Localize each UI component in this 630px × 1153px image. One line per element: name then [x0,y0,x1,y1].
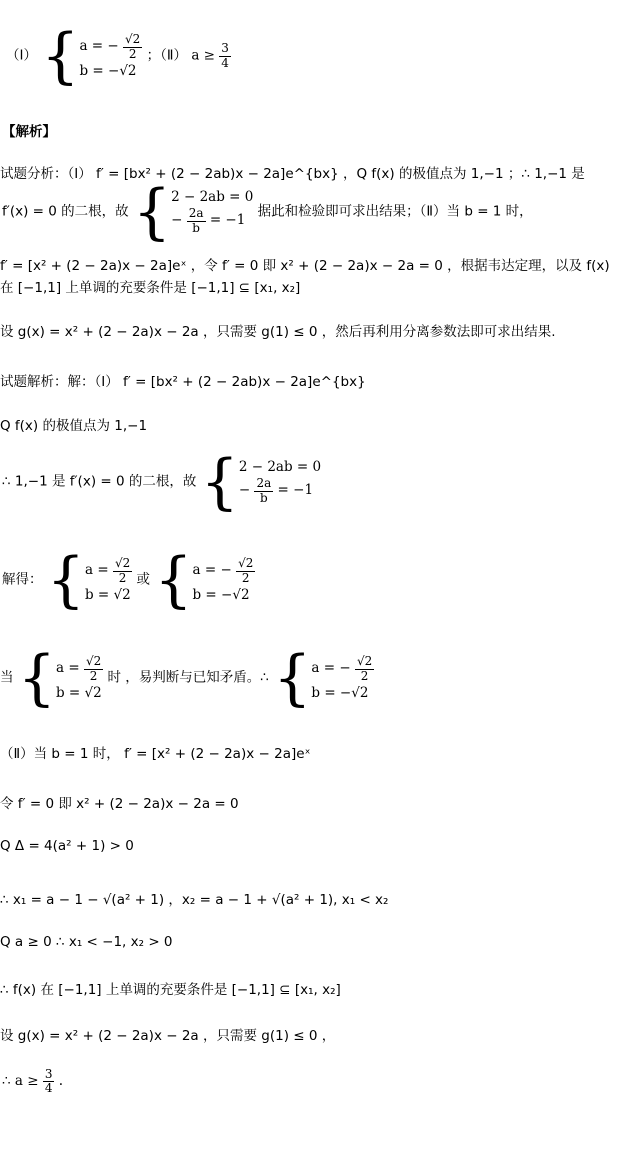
left-brace-icon: { [200,447,239,517]
solution-line-5 [0,643,374,713]
analysis-line-4: 在 [−1,1] 上单调的充要条件是 [−1,1] ⊆ [x₁, x₂] [0,280,301,296]
final-case: { a = − $\frac{√2}{2}$ b = −√2 [273,643,373,713]
fraction-3-4: $\frac{3}{4}$ [44,1067,53,1096]
fraction-3-4: $\frac{3}{4}$ [221,41,229,70]
sys-eq-1: 2 − 2ab = 0 [171,189,254,206]
analysis-heading: 【解析】 [2,124,56,140]
solution-line-7: 令 f′ = 0 即 x² + (2 − 2a)x − 2a = 0 [0,796,239,812]
contradiction-text: 时 ，易判断与已知矛盾。∴ [107,669,269,686]
analysis-line-2 [2,177,533,247]
solution-line-2: Q f(x) 的极值点为 1,−1 [0,418,148,434]
left-brace-icon: { [154,545,193,615]
period: . [58,1073,64,1090]
contradict-case: { a = $\frac{√2}{2}$ b = √2 [17,643,102,713]
sys-eq-1: 2 − 2ab = 0 [238,459,322,476]
or-label: 或 [136,571,151,588]
solution-line-4 [2,545,255,615]
left-brace-icon: { [132,177,172,247]
analysis-line-2-post: 据此和检验即可求出结果；（Ⅱ）当 b = 1 时， [257,203,533,220]
analysis-line-1: 试题分析：（Ⅰ） f′ = [bx² + (2 − 2ab)x − 2a]e^{bx} ，Q f(x) 的极值点为 1,−1 ；∴ 1,−1 是 [0,166,585,182]
solution-line-1: 试题解析：解：（Ⅰ） f′ = [bx² + (2 − 2ab)x − 2a]e^{bx} [0,374,366,390]
solution-system [200,447,322,517]
sys-eq-2: − $\frac{2a}{b}$ = −1 [238,476,314,505]
solution-case-1: { a = $\frac{√2}{2}$ b = √2 [46,545,131,615]
part1-label: （Ⅰ） [6,47,37,64]
when-label: 当 [0,669,14,686]
answer-b-eq: b = −√2 [79,62,137,79]
solved-label: 解得： [2,571,43,588]
answer-system-1 [41,21,142,91]
left-brace-icon: { [46,545,85,615]
analysis-line-5: 设 g(x) = x² + (2 − 2a)x − 2a ，只需要 g(1) ≤ 0 ，然后再利用分离参数法即可求出结果. [0,324,556,340]
part2-ineq: a ≥ [191,47,215,64]
solution-line-3 [2,447,322,517]
solution-line-3-pre: ∴ 1,−1 是 f′(x) = 0 的二根，故 [2,473,197,490]
solution-case-2: { a = − $\frac{√2}{2}$ b = −√2 [154,545,254,615]
analysis-line-3: f′ = [x² + (2 − 2a)x − 2a]eˣ ，令 f′ = 0 即 x² + (2 − 2a)x − 2a = 0 ，根据韦达定理，以及 f(x) [0,258,610,274]
solution-line-10: Q a ≥ 0 ∴ x₁ < −1, x₂ > 0 [0,934,173,950]
left-brace-icon: { [273,643,312,713]
left-brace-icon: { [41,21,80,91]
solution-line-6: （Ⅱ）当 b = 1 时， f′ = [x² + (2 − 2a)x − 2a]eˣ [0,746,311,762]
solution-line-9: ∴ x₁ = a − 1 − √(a² + 1) ，x₂ = a − 1 + √(a² + 1), x₁ < x₂ [0,892,389,908]
solution-line-8: Q Δ = 4(a² + 1) > 0 [0,838,134,854]
answer-a-eq: a = − [79,38,119,55]
left-brace-icon: { [17,643,56,713]
separator: ；（Ⅱ） [146,47,188,64]
answer-line [6,21,231,91]
solution-line-13 [2,1068,63,1095]
final-ineq: ∴ a ≥ [2,1073,39,1090]
analysis-system [132,177,254,247]
analysis-line-2-pre: f′(x) = 0 的二根，故 [2,203,129,220]
solution-line-11: ∴ f(x) 在 [−1,1] 上单调的充要条件是 [−1,1] ⊆ [x₁, x₂] [0,982,341,998]
solution-line-12: 设 g(x) = x² + (2 − 2a)x − 2a ，只需要 g(1) ≤ 0 ， [0,1028,336,1044]
sys-eq-2: − $\frac{2a}{b}$ = −1 [171,206,246,235]
fraction: $\frac{√2}{2}$ [125,32,141,61]
